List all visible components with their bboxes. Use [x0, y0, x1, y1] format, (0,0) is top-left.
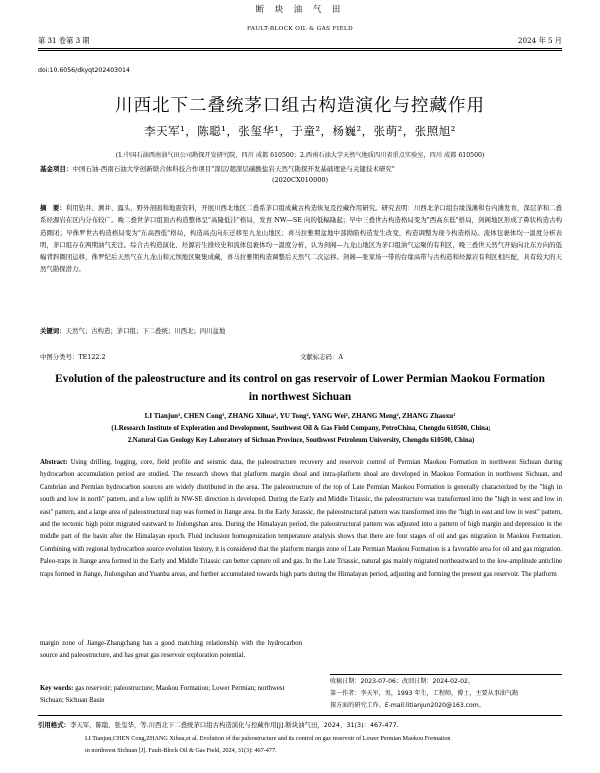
- keywords-en-label: Key words:: [40, 685, 74, 692]
- keywords-en-text: gas reservoir; paleostructure; Maokou Formation; Lower Permian; northwest Sichuan; Sichuan Basin: [40, 685, 285, 705]
- fund-statement: [40, 164, 560, 186]
- citation-label: 引用格式：: [38, 721, 70, 729]
- abstract-english-tail: margin zone of Jiange-Zhangchang has a good matching relationship with the hydrocarbon source and paleostructure, and has great gas reservoir exploration potential.: [40, 640, 302, 660]
- citation-en-line2: in northwest Sichuan [J]. Fault-Block Oil & Gas Field, 2024, 31(3): 467-477.: [85, 747, 277, 755]
- title-english: Evolution of the paleostructure and its control on gas reservoir of Lower Permian Maokou Formation in northwest Sichuan: [55, 373, 545, 403]
- keywords-cn-label: 关键词：: [40, 327, 66, 335]
- doi[interactable]: doi:10.6056/dkyqt202403014: [38, 67, 130, 74]
- first-author-contact[interactable]: 探方面的研究工作。E-mail:litianjun2020@163.com。: [330, 702, 485, 710]
- keywords-english: [40, 683, 302, 708]
- affiliation-en-2: 2.Natural Gas Geology Key Laboratory of Sichuan Province, Southwest Petroleum University, Chengdu 610500, China): [127, 437, 475, 444]
- abstract-en-text: Using drilling, logging, core, field profile and seismic data, the paleostructure recovery and reservoir control of Permian Maokou Formation in northwest Sichuan during hydrocarbon accumulation period are studied. The research shows that platform margin shoal and intra-platform shoal are developed in Maokou Formation in northwest Sichuan, and Cambrian and Permian hydrocarbon sources are widely distributed in the area. The paleostructure of the top of Late Permian Maokou Formation is generally characterized by the "high in south and low in north" pattern, and a low uplift in NW-SE direction is developed. During the Early and Middle Triassic, the paleostructure was transformed into the "high in west and low in east" pattern, and a large area of paleostructural trap was formed in Jiange area. In the Early Jurassic, the paleostructural pattern was transformed into the "high in east and low in west" pattern, and the tectonic high point migrated eastward to Jiulongshan area. During the Himalayan period, the paleostructural pattern was adjusted into a pattern of high margin and depression in the middle part of the basin after the Himalayan epoch. Fluid inclusion homogenization temperature analysis shows that there are four stages of oil and gas migration in Maokou Formation. Combining with regional hydrocarbon source evolution history, it is considered that the platform margin zone of Late Permian Maokou Formation is a favorable area for oil and gas migration. Paleo-traps in Jiange area formed in the Early and Middle Triassic can better capture oil and gas. In the Late Triassic, natural gas mainly migrated northeastward to the low-amplitude anticline traps formed in Jiange, Jiulongshan and Yuanba areas, and further accumulated towards high parts during the Himalayan period, adjusting and forming the present gas reservoir. The platform: [40, 459, 562, 578]
- citation-english: [85, 733, 565, 757]
- doc-code-value: A: [338, 353, 343, 361]
- fund-text: 中国石油-西南石油大学创新联合体科技合作项目"深层/超深层碳酸盐岩天然气勘探开发基础理论与关键技术研究": [72, 165, 395, 173]
- affiliation-chinese: (1.中国石油西南油气田公司勘探开发研究院，四川 成都 610500；2.西南石油大学天然气地质四川省重点实验室，四川 成都 610500): [115, 152, 485, 159]
- article-info: [330, 676, 560, 713]
- doc-code-label: 文献标志码：: [300, 353, 339, 361]
- journal-name-en: FAULT-BLOCK OIL & GAS FIELD: [246, 26, 354, 32]
- journal-name: 断 块 油 气 田: [255, 4, 345, 14]
- classification-row: [40, 352, 562, 361]
- keywords-cn-text: 天然气；古构造；茅口组；下二叠统；川西北；四川盆地: [65, 327, 226, 335]
- volume-issue: 第 31 卷第 3 期: [38, 36, 90, 45]
- header-rule: [38, 48, 562, 49]
- clc-label: 中图分类号：: [40, 353, 79, 361]
- citation-rule: [38, 715, 562, 716]
- header-rule-thin: [38, 50, 562, 51]
- abstract-en-label: Abstract:: [40, 459, 68, 466]
- article-info-rule: [330, 674, 562, 675]
- first-author-info: 第一作者：李天军，男，1993 年生，工程师，博士，主要从事油气勘: [330, 690, 519, 698]
- received-date: 收稿日期：2023-07-06；改回日期：2024-02-02。: [330, 678, 474, 685]
- abstract-english: [40, 457, 562, 581]
- abstract-chinese: [40, 202, 562, 276]
- citation-chinese: [38, 720, 568, 729]
- abstract-cn-text: 利用钻井、测井、露头、野外剖面和地震资料，开展川西北地区二叠系茅口组成藏古构造恢复及控藏作用研究。研究表明：川西北茅口组台缘浅滩和台内滩发育，深层茅和二叠系烃源岩在区内分布较广。晚二叠世茅口组顶古构造整体呈"高隆低洼"格局，发育 NW—SE 向的低幅隆起；早中三叠世古构造格局变为"西高东低"格局，剑阁地区形成了鼻状构造古构造圈闭；早侏罗世古构造格局变为"东高西低"格局，构造高点向东迁移至九龙山地区；喜马拉雅期盆地中部拗陷构造发生改变，构造调整为现今构造格局。流体包裹体均一温度分析表明，茅口组存在两期油气充注。综合古构造演化、烃源岩生排烃史和流体包裹体均一温度分析，认为剑阁—九龙山地区为茅口组油气运聚的有利区，晚三叠世天然气开始向北东方向的低幅背斜圈闭运移，侏罗纪后天然气在九龙山和元坝地区聚集成藏，喜马拉雅期构造调整后天然气二次运移。剑阁—张家场一带的台缘高带与古构造和烃源岩有利区相匹配，具有较大的天然气勘探潜力。: [40, 204, 562, 274]
- authors-chinese: 李天军¹，陈聪¹，张玺华¹，于童²，杨巍²，张萌²，张照旭²: [144, 124, 456, 138]
- keywords-chinese: [40, 326, 562, 335]
- abstract-cn-label: 摘 要：: [40, 204, 66, 212]
- authors-english: LI Tianjun¹, CHEN Cong¹, ZHANG Xihua¹, YU Tong², YANG Wei², ZHANG Meng², ZHANG Zhaoxu²: [144, 412, 456, 420]
- clc-value: TE122.2: [78, 353, 106, 361]
- running-header: [38, 26, 562, 46]
- fund-code: (2020CX010000): [271, 176, 329, 184]
- affiliation-english: [40, 423, 562, 447]
- affiliation-en-1: (1.Research Institute of Exploration and Development, Southwest Oil & Gas Field Company, PetroChina, Chengdu 610500, China;: [111, 425, 491, 432]
- citation-cn-text: 李天军，陈聪，张玺华，等.川西北下二叠统茅口组古构造演化与控藏作用[J].断块油气田，2024，31(3)：467-477.: [69, 721, 399, 729]
- fund-label: 基金项目：: [40, 165, 73, 173]
- title-chinese: 川西北下二叠统茅口组古构造演化与控藏作用: [115, 96, 485, 116]
- citation-en-line1: LI Tianjun,CHEN Cong,ZHANG Xihua,et al. Evolution of the paleostructure and its control on gas reservoir of Lower Permian Maokou Formation: [85, 735, 451, 742]
- publication-date: 2024 年 5 月: [517, 36, 562, 45]
